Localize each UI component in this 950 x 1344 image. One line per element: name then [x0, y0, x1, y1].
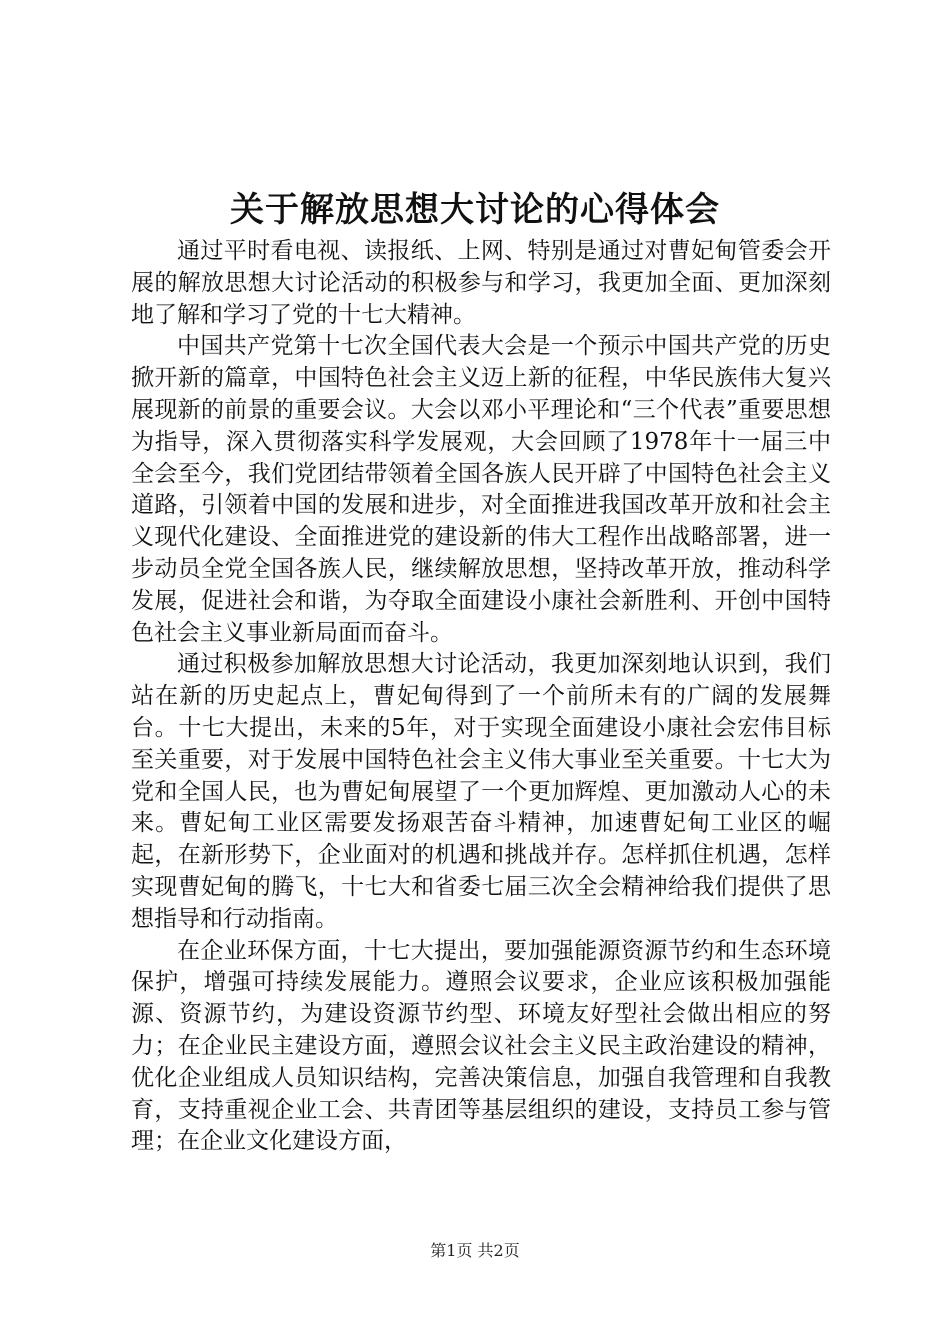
page-footer: 第1页 共2页 — [430, 1241, 520, 1260]
document-body — [131, 236, 831, 1158]
paragraph: 通过积极参加解放思想大讨论活动，我更加深刻地认识到，我们站在新的历史起点上，曹妃甸得到了一个前所未有的广阔的发展舞台。十七大提出，未来的5年，对于实现全面建设小康社会宏伟目标至关重要，对于发展中国特色社会主义伟大事业至关重要。十七大为党和全国人民，也为曹妃甸展望了一个更加辉煌、更加激动人心的未来。曹妃甸工业区需要发扬艰苦奋斗精神，加速曹妃甸工业区的崛起，在新形势下，企业面对的机遇和挑战并存。怎样抓住机遇，怎样实现曹妃甸的腾飞，十七大和省委七届三次全会精神给我们提供了思想指导和行动指南。 — [131, 651, 831, 932]
paragraph: 中国共产党第十七次全国代表大会是一个预示中国共产党的历史掀开新的篇章，中国特色社会主义迈上新的征程，中华民族伟大复兴展现新的前景的重要会议。大会以邓小平理论和“三个代表”重要思想为指导，深入贯彻落实科学发展观，大会回顾了1978年十一届三中全会至今，我们党团结带领着全国各族人民开辟了中国特色社会主义道路，引领着中国的发展和进步，对全面推进我国改革开放和社会主义现代化建设、全面推进党的建设新的伟大工程作出战略部署，进一步动员全党全国各族人民，继续解放思想，坚持改革开放，推动科学发展，促进社会和谐，为夺取全面建设小康社会新胜利、开创中国特色社会主义事业新局面而奋斗。 — [131, 333, 831, 646]
document-title: 关于解放思想大讨论的心得体会 — [230, 190, 720, 230]
paragraph: 在企业环保方面，十七大提出，要加强能源资源节约和生态环境保护，增强可持续发展能力。遵照会议要求，企业应该积极加强能源、资源节约，为建设资源节约型、环境友好型社会做出相应的努力；在企业民主建设方面，遵照会议社会主义民主政治建设的精神，优化企业组成人员知识结构，完善决策信息，加强自我管理和自我教育，支持重视企业工会、共青团等基层组织的建设，支持员工参与管理；在企业文化建设方面， — [131, 937, 831, 1155]
paragraph: 通过平时看电视、读报纸、上网、特别是通过对曹妃甸管委会开展的解放思想大讨论活动的积极参与和学习，我更加全面、更加深刻地了解和学习了党的十七大精神。 — [131, 238, 831, 328]
